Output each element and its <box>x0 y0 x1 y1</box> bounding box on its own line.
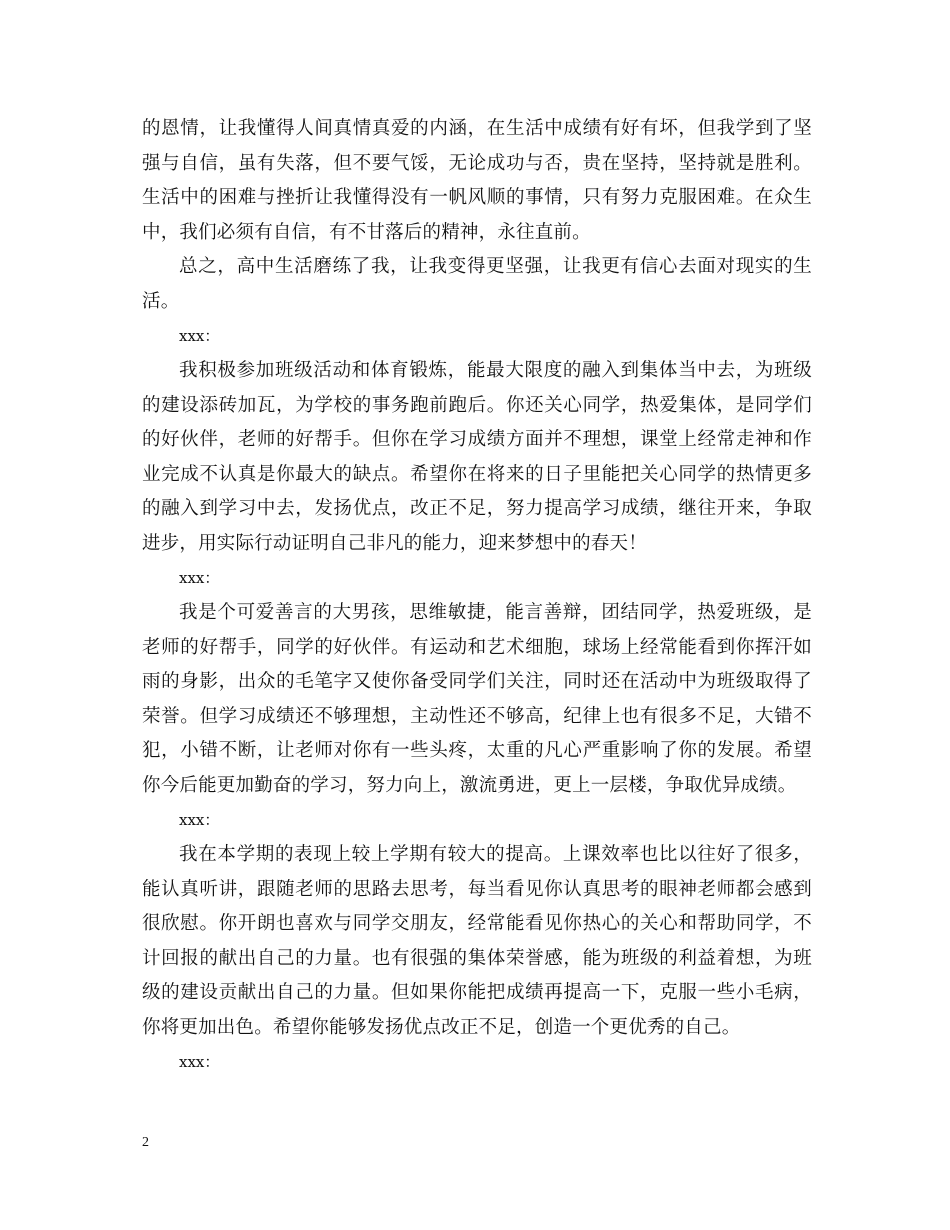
salutation: xxx： <box>179 1053 220 1071</box>
paragraph: 的恩情，让我懂得人间真情真爱的内涵，在生活中成绩有好有坏，但我学到了坚强与自信，虽有失落，但不要气馁，无论成功与否，贵在坚持，坚持就是胜利。生活中的困难与挫折让我懂得没有一帆风顺的事情，只有努力克服困难。在众生中，我们必须有自信，有不甘落后的精神，永往直前。 <box>142 118 812 243</box>
document-body <box>142 112 812 1080</box>
salutation: xxx： <box>179 327 220 345</box>
paragraph: 我是个可爱善言的大男孩，思维敏捷，能言善辩，团结同学，热爱班级，是老师的好帮手，同学的好伙伴。有运动和艺术细胞，球场上经常能看到你挥汗如雨的身影，出众的毛笔字又使你备受同学们关注，同时还在活动中为班级取得了荣誉。但学习成绩还不够理想，主动性还不够高，纪律上也有很多不足，大错不犯，小错不断，让老师对你有一些头疼，太重的凡心严重影响了你的发展。希望你今后能更加勤奋的学习，努力向上，激流勇进，更上一层楼，争取优异成绩。 <box>142 602 812 796</box>
salutation: xxx： <box>179 569 220 587</box>
page-number: 2 <box>142 1135 149 1150</box>
paragraph: 总之，高中生活磨练了我，让我变得更坚强，让我更有信心去面对现实的生活。 <box>142 256 812 312</box>
salutation: xxx： <box>179 811 220 829</box>
paragraph: 我积极参加班级活动和体育锻炼，能最大限度的融入到集体当中去，为班级的建设添砖加瓦，为学校的事务跑前跑后。你还关心同学，热爱集体，是同学们的好伙伴，老师的好帮手。但你在学习成绩方面并不理想，课堂上经常走神和作业完成不认真是你最大的缺点。希望你在将来的日子里能把关心同学的热情更多的融入到学习中去，发扬优点，改正不足，努力提高学习成绩，继往开来，争取进步，用实际行动证明自己非凡的能力，迎来梦想中的春天！ <box>142 360 812 554</box>
paragraph: 我在本学期的表现上较上学期有较大的提高。上课效率也比以往好了很多，能认真听讲，跟随老师的思路去思考，每当看见你认真思考的眼神老师都会感到很欣慰。你开朗也喜欢与同学交朋友，经常能看见你热心的关心和帮助同学，不计回报的献出自己的力量。也有很强的集体荣誉感，能为班级的利益着想，为班级的建设贡献出自己的力量。但如果你能把成绩再提高一下，克服一些小毛病，你将更加出色。希望你能够发扬优点改正不足，创造一个更优秀的自己。 <box>142 844 812 1038</box>
